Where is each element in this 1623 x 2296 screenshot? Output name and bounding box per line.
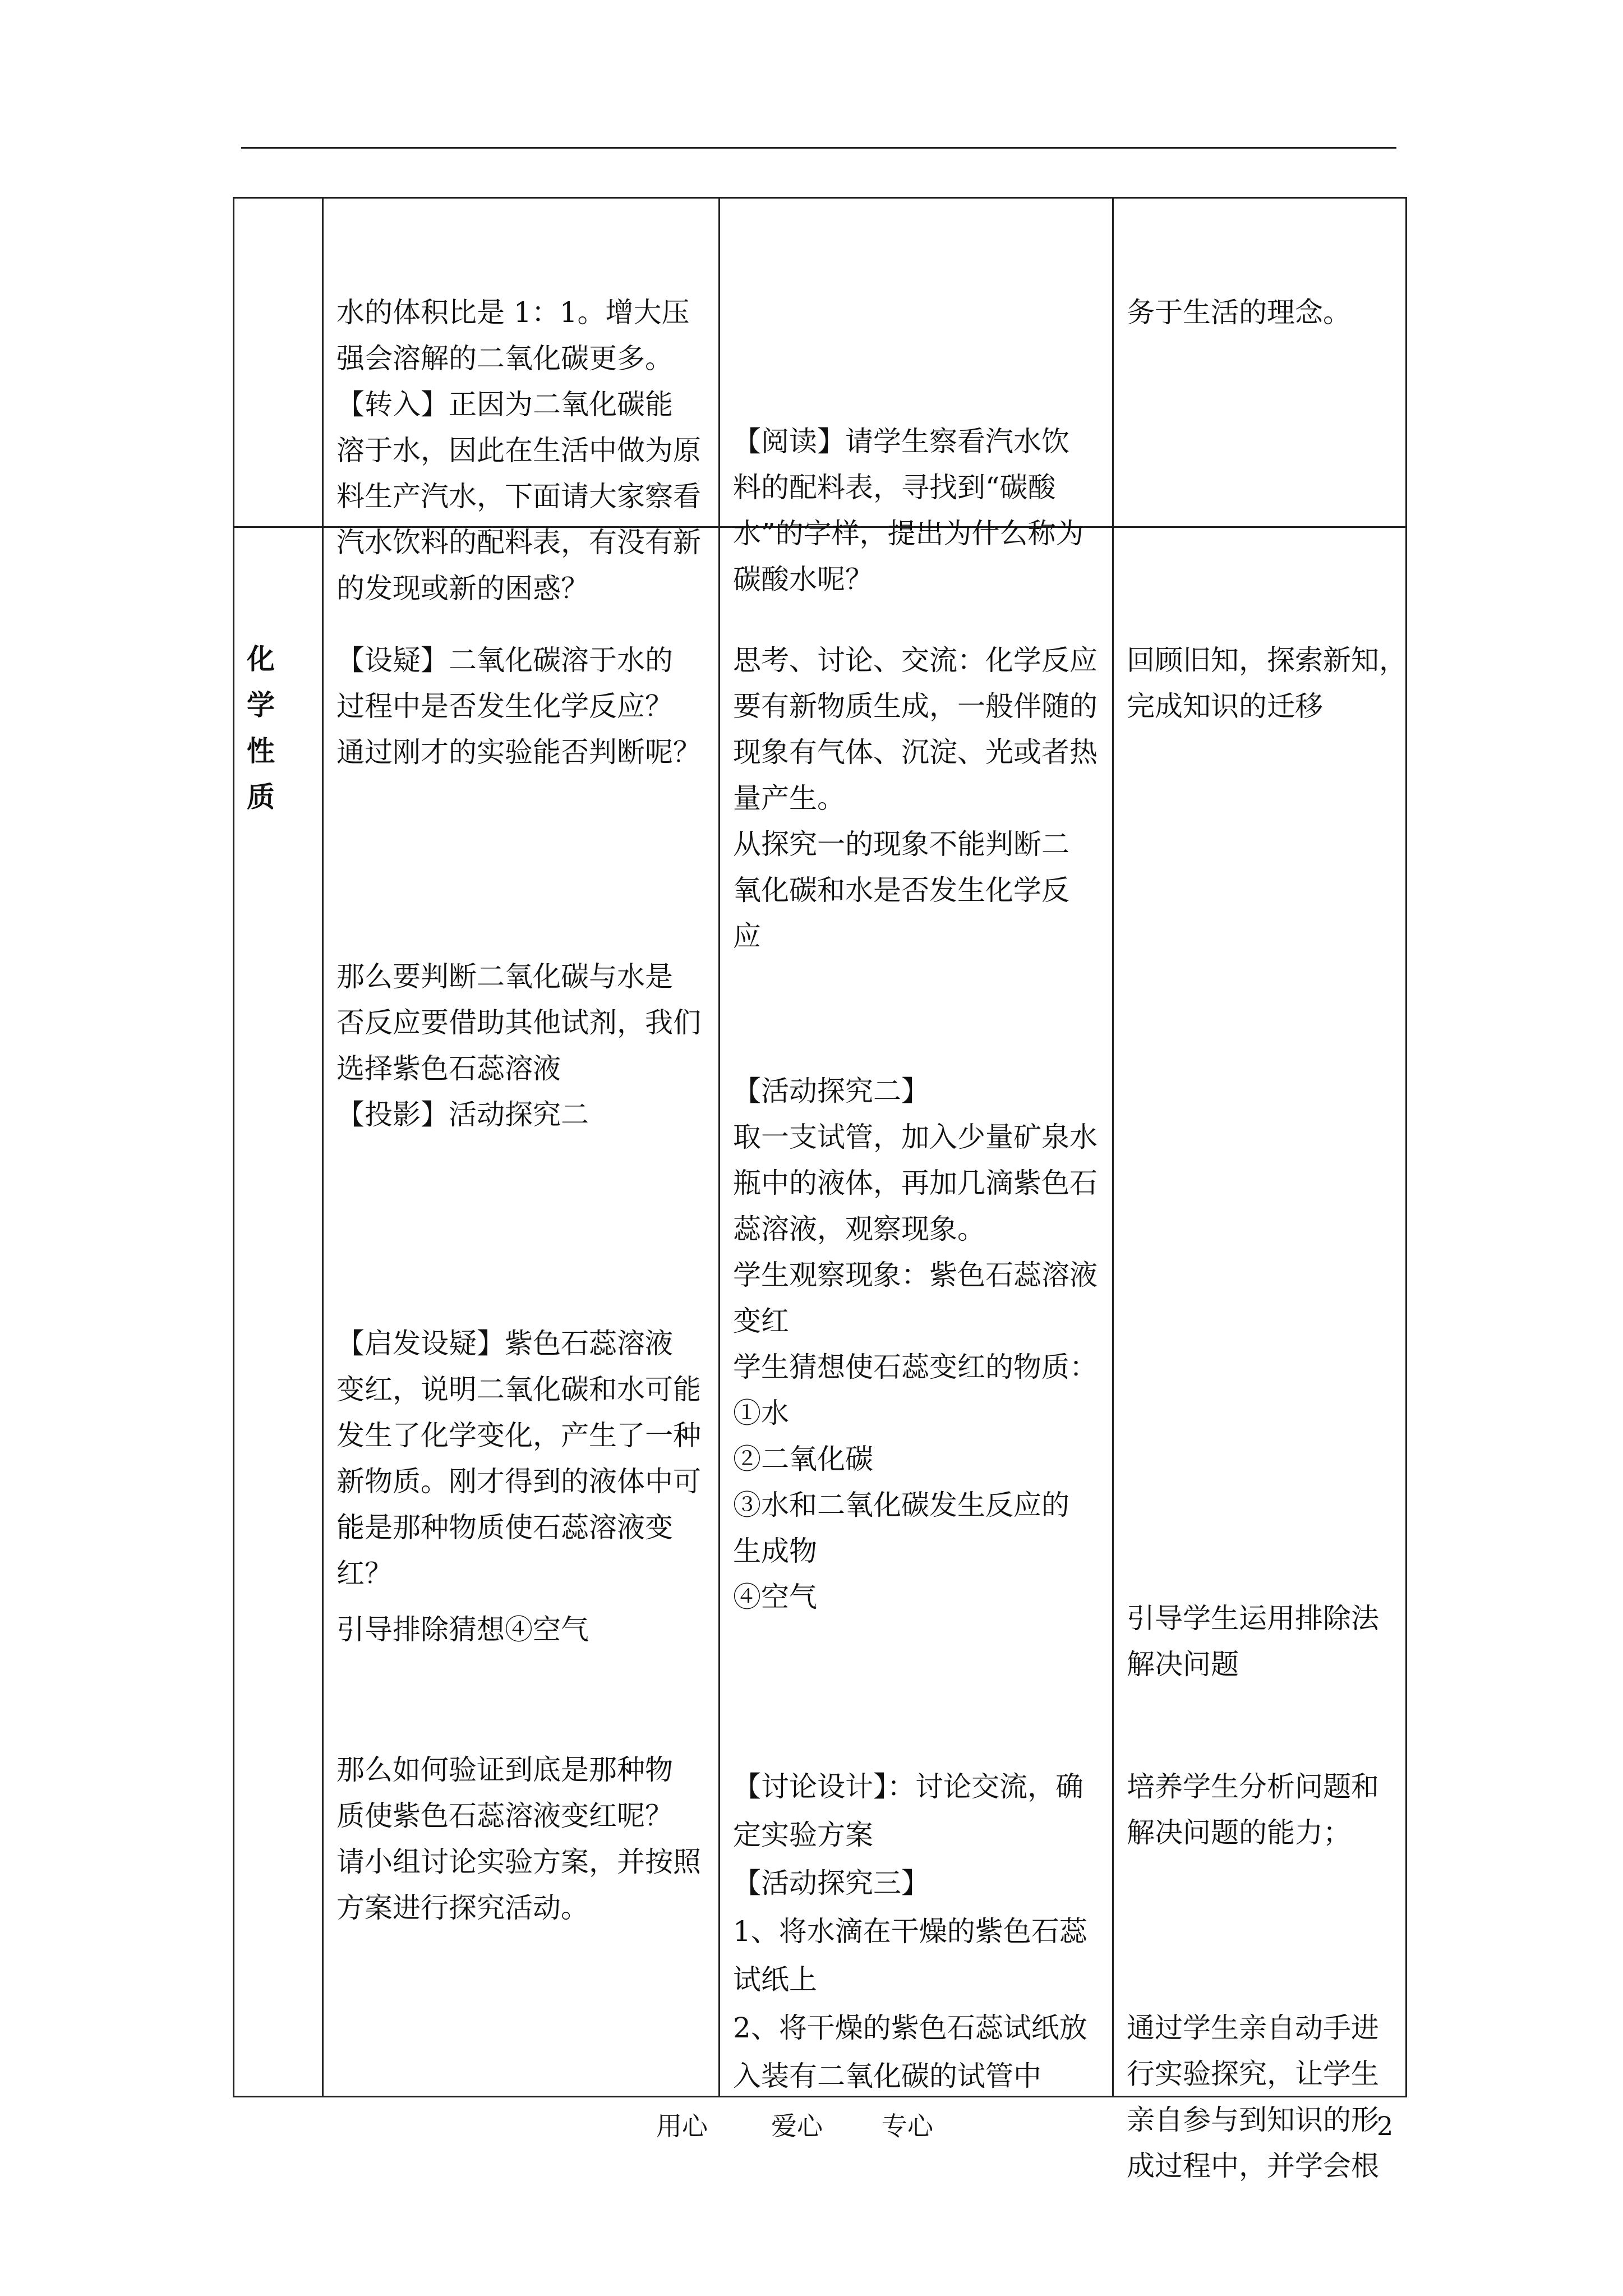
student-activity3-block: 【讨论设计】：讨论交流，确 定实验方案 【活动探究三】 1、将水滴在干燥的紫色石蕊 试纸上 2、将干燥的紫色石蕊试纸放 入装有二氧化碳的试管中 (733, 1770, 1087, 2092)
footer-motto-2: 爱心 (771, 2111, 823, 2141)
footer-motto-1: 用心 (656, 2111, 708, 2141)
section-label-chemical-properties: 化 学 性 质 (247, 642, 275, 813)
column-divider-2 (718, 199, 720, 2096)
teacher-verify-block: 那么如何验证到底是那种物 质使紫色石蕊溶液变红呢？ 请小组讨论实验方案，并按照 方案进行探究活动。 (336, 1754, 701, 1924)
page-number: 2 (1377, 2111, 1394, 2141)
teacher-question-block: 【设疑】二氧化碳溶于水的 过程中是否发生化学反应？ 通过刚才的实验能否判断呢？ (336, 644, 701, 769)
row1-teacher-text: 水的体积比是 1：1。增大压 强会溶解的二氧化碳更多。 【转入】正因为二氧化碳能 溶于水，因此在生活中做为原 料生产汽水，下面请大家察看 汽水饮料的配料表，有没有新 的发现或新的困惑？ (336, 296, 701, 605)
intent-review-block: 回顾旧知，探索新知， 完成知识的迁移 (1127, 644, 1407, 723)
teacher-inspire-block: 【启发设疑】紫色石蕊溶液 变红，说明二氧化碳和水可能 发生了化学变化，产生了一种 新物质。刚才得到的液体中可 能是那种物质使石蕊溶液变 红？ (336, 1327, 701, 1590)
intent-ability-block: 培养学生分析问题和 解决问题的能力； (1127, 1770, 1379, 1849)
column-divider-1 (322, 199, 324, 2096)
teacher-guide-line: 引导排除猜想④空气 (336, 1613, 589, 1646)
header-rule (241, 147, 1396, 149)
student-activity2-block: 【活动探究二】 取一支试管，加入少量矿泉水 瓶中的液体，再加几滴紫色石 蕊溶液，观察现象。 学生观察现象：紫色石蕊溶液 变红 学生猜想使石蕊变红的物质： ①水 ②二氧化碳 ③水和二氧化碳发生反应的 生成物 ④空气 (733, 1075, 1098, 1613)
column-divider-3 (1112, 199, 1114, 2096)
intent-handson-block: 通过学生亲自动手进 行实验探究，让学生 亲自参与到知识的形 成过程中，并学会根 (1127, 2012, 1379, 2182)
row1-student-text: 【阅读】请学生察看汽水饮 料的配料表，寻找到“碳酸 水”的字样，提出为什么称为 碳酸水呢？ (733, 425, 1084, 596)
footer-motto-3: 专心 (882, 2111, 933, 2141)
intent-elimination-block: 引导学生运用排除法 解决问题 (1127, 1602, 1379, 1681)
student-discussion-block: 思考、讨论、交流：化学反应 要有新物质生成，一般伴随的 现象有气体、沉淀、光或者热 量产生。 从探究一的现象不能判断二 氧化碳和水是否发生化学反 应 (733, 644, 1098, 953)
teacher-reagent-block: 那么要判断二氧化碳与水是 否反应要借助其他试剂，我们 选择紫色石蕊溶液 【投影】活动探究二 (336, 960, 701, 1131)
row1-intent-text: 务于生活的理念。 (1127, 296, 1351, 329)
